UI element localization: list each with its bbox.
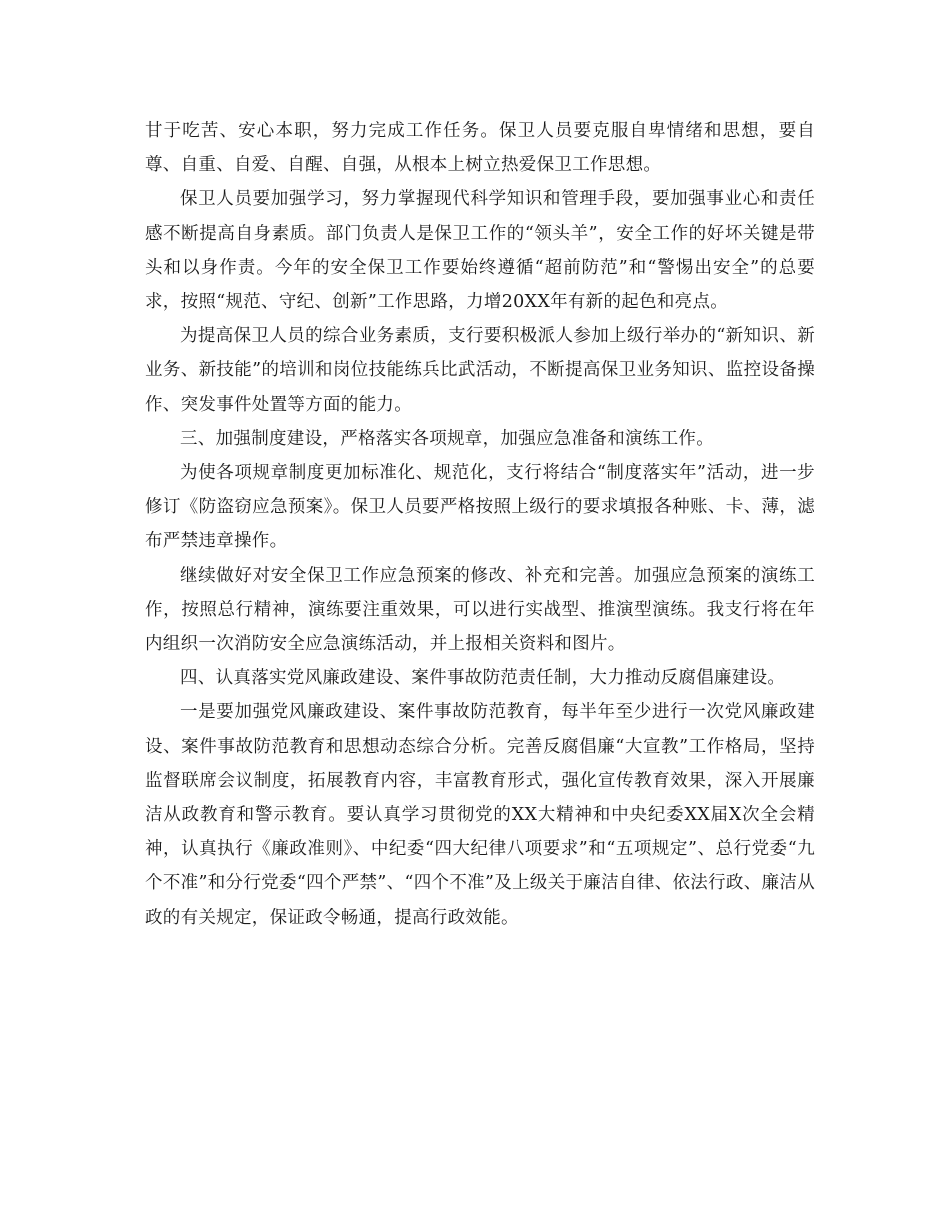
paragraph-8: 一是要加强党风廉政建设、案件事故防范教育，每半年至少进行一次党风廉政建设、案件事故防范教育和思想动态综合分析。完善反腐倡廉“大宣教”工作格局，坚持监督联席会议制度，拓展教育内容，丰富教育形式，强化宣传教育效果，深入开展廉洁从政教育和警示教育。要认真学习贯彻党的XX大精神和中央纪委XX届X次全会精神，认真执行《廉政准则》、中纪委“四大纪律八项要求”和“五项规定”、总行党委“九个不准”和分行党委“四个严禁”、“四个不准”及上级关于廉洁自律、依法行政、廉洁从政的有关规定，保证政令畅通，提高行政效能。 [145, 702, 815, 928]
document-body [145, 114, 815, 935]
paragraph-3: 为提高保卫人员的综合业务素质，支行要积极派人参加上级行举办的“新知识、新业务、新技能”的培训和岗位技能练兵比武活动，不断提高保卫业务知识、监控设备操作、突发事件处置等方面的能力。 [145, 326, 815, 415]
section-heading-3: 三、加强制度建设，严格落实各项规章，加强应急准备和演练工作。 [180, 428, 714, 449]
section-heading-4: 四、认真落实党风廉政建设、案件事故防范责任制，大力推动反腐倡廉建设。 [180, 668, 786, 689]
paragraph-2: 保卫人员要加强学习，努力掌握现代科学知识和管理手段，要加强事业心和责任感不断提高自身素质。部门负责人是保卫工作的“领头羊”，安全工作的好坏关键是带头和以身作责。今年的安全保卫工作要始终遵循“超前防范”和“警惕出安全”的总要求，按照“规范、守纪、创新”工作思路，力增20XX年有新的起色和亮点。 [145, 189, 815, 313]
paragraph-5: 为使各项规章制度更加标准化、规范化，支行将结合“制度落实年”活动，进一步修订《防盗窃应急预案》。保卫人员要严格按照上级行的要求填报各种账、卡、薄，滤布严禁违章操作。 [145, 463, 815, 552]
paragraph-1: 甘于吃苦、安心本职，努力完成工作任务。保卫人员要克服自卑情绪和思想，要自尊、自重、自爱、自醒、自强，从根本上树立热爱保卫工作思想。 [145, 121, 815, 176]
paragraph-6: 继续做好对安全保卫工作应急预案的修改、补充和完善。加强应急预案的演练工作，按照总行精神，演练要注重效果，可以进行实战型、推演型演练。我支行将在年内组织一次消防安全应急演练活动，并上报相关资料和图片。 [145, 565, 815, 655]
